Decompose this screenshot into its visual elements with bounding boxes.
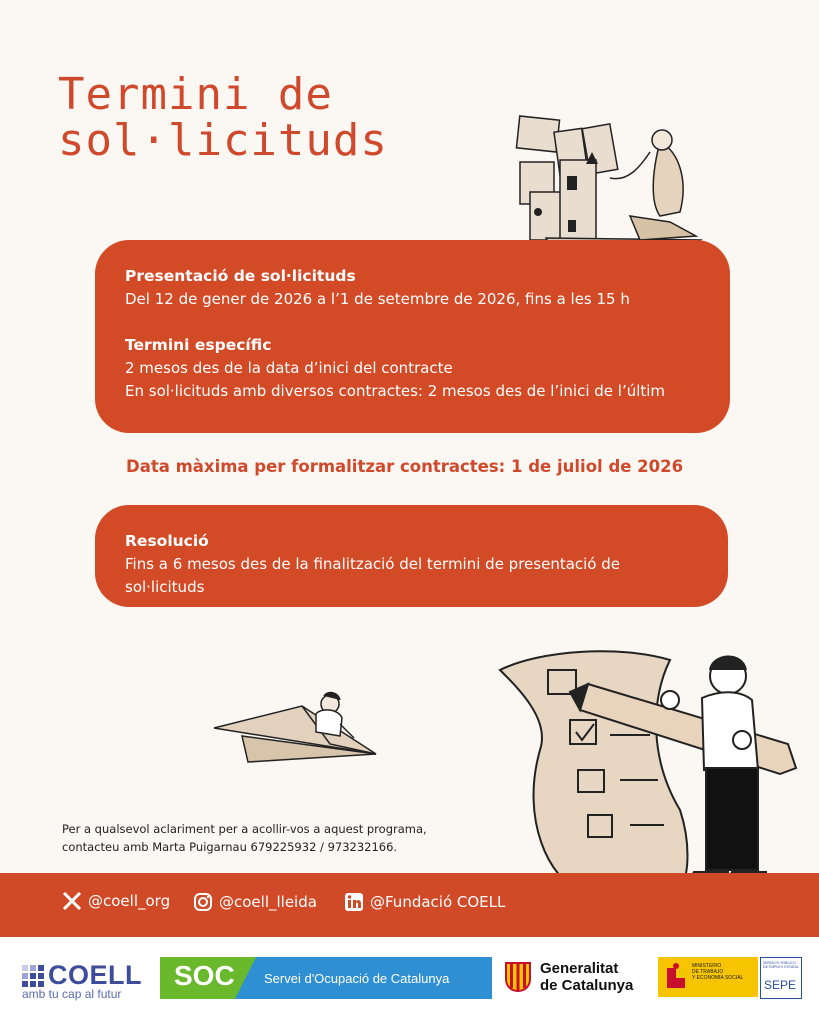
specific-term-text: 2 mesos des de la data d’inici del contracte bbox=[125, 359, 453, 377]
social-instagram-handle: @coell_lleida bbox=[219, 893, 317, 911]
ministerio-line-3: Y ECONOMÍA SOCIAL bbox=[692, 975, 744, 981]
contact-line-1: Per a qualsevol aclariment per a acollir-vos a aquest programa, bbox=[62, 822, 427, 836]
documents-illustration bbox=[510, 112, 710, 252]
social-x-link[interactable] bbox=[62, 892, 170, 910]
title-line-1: Termini de bbox=[58, 69, 333, 120]
sepe-subtitle: SERVICIO PÚBLICO DE EMPLEO ESTATAL bbox=[763, 961, 800, 969]
generalitat-emblem-icon bbox=[504, 961, 532, 993]
soc-name: SOC bbox=[174, 960, 235, 991]
coell-name: COELL bbox=[48, 960, 142, 990]
resolution-heading: Resolució bbox=[125, 532, 209, 550]
generalitat-logo bbox=[504, 960, 633, 994]
coell-logo bbox=[22, 960, 142, 1001]
pencil-scroll-illustration bbox=[480, 640, 819, 895]
coell-grid-icon bbox=[22, 965, 44, 987]
ministerio-line-1: MINISTERIO bbox=[692, 963, 722, 969]
contact-line-2: contacteu amb Marta Puigarnau 679225932 / 973232166. bbox=[62, 840, 398, 854]
social-instagram-link[interactable] bbox=[193, 892, 317, 912]
multiple-contracts-text: En sol·licituds amb diversos contractes: 2 mesos des de l’inici de l’últim bbox=[125, 382, 666, 400]
title-line-2: sol·licituds bbox=[58, 115, 388, 166]
x-icon bbox=[62, 892, 82, 910]
contact-info bbox=[62, 820, 427, 856]
generalitat-line-1: Generalitat bbox=[540, 960, 619, 977]
spain-coat-of-arms-icon bbox=[664, 962, 688, 992]
specific-term-heading: Termini específic bbox=[125, 336, 272, 354]
submission-heading: Presentació de sol·licituds bbox=[125, 267, 356, 285]
soc-logo bbox=[160, 957, 492, 999]
submission-dates: Del 12 de gener de 2026 a l’1 de setembre de 2026, fins a les 15 h bbox=[125, 290, 630, 308]
linkedin-icon bbox=[344, 892, 364, 912]
resolution-line-1: Fins a 6 mesos des de la finalització del termini de presentació de bbox=[125, 555, 621, 573]
instagram-icon bbox=[193, 892, 213, 912]
ministerio-line-2: DE TRABAJO bbox=[692, 969, 724, 975]
social-linkedin-link[interactable] bbox=[344, 892, 505, 912]
social-linkedin-handle: @Fundació COELL bbox=[370, 893, 506, 911]
sepe-logo bbox=[760, 957, 802, 999]
ministerio-logo bbox=[658, 957, 758, 997]
soc-subtitle: Servei d'Ocupació de Catalunya bbox=[264, 971, 450, 986]
deadline-text: Data màxima per formalitzar contractes: 1 de juliol de 2026 bbox=[126, 457, 684, 476]
resolution-line-2: sol·licituds bbox=[125, 578, 205, 596]
paper-plane-illustration bbox=[212, 688, 378, 768]
sepe-name: SEPE bbox=[764, 978, 797, 992]
coell-tagline: amb tu cap al futur bbox=[22, 987, 122, 1001]
social-x-handle: @coell_org bbox=[88, 892, 171, 910]
page-title bbox=[58, 69, 388, 166]
application-period-card bbox=[95, 240, 730, 433]
generalitat-line-2: de Catalunya bbox=[540, 977, 634, 994]
resolution-card bbox=[95, 505, 728, 607]
